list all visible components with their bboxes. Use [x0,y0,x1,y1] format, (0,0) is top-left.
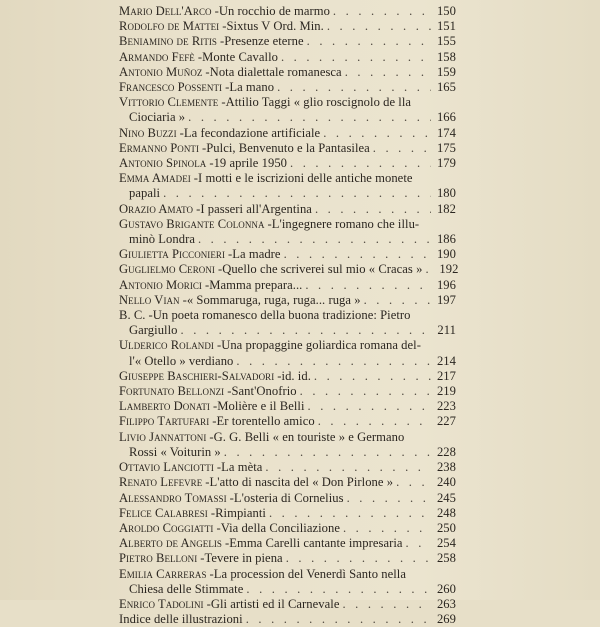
entry-title: Molière e il Belli [217,399,305,414]
toc-entry-line [119,278,456,293]
entry-author: Lamberto Donati [119,399,210,414]
dot-leader [323,126,431,141]
entry-title: L'ingegnere romano che illu- [271,216,420,231]
entry-author: Rodolfo de Mattei [119,19,220,34]
entry-author: Giuseppe Baschieri-Salvadori [119,368,275,383]
entry-author: Mario Dell'Arco [119,4,212,18]
toc-entry [119,50,456,65]
entry-author: Armando Fefè [119,49,195,64]
dot-leader [305,278,431,293]
author-separator: - [225,80,230,95]
author-separator: - [216,338,222,353]
toc-entry [119,141,456,156]
dot-leader [307,34,431,49]
toc-entry-continuation [119,582,456,597]
toc-entry-line [119,399,456,414]
toc-entry [119,475,456,490]
entry-page-number: 192 [439,262,459,277]
toc-entry [119,126,456,141]
author-separator: - [216,460,222,475]
entry-author: Pietro Belloni [119,551,198,566]
toc-entry-line [119,19,456,34]
author-separator: - [277,368,282,383]
entry-author: Giulietta Picconieri [119,247,226,262]
entry-title: I motti e le iscrizioni delle antiche monete [198,171,413,186]
entry-title: Rimpianti [215,505,266,520]
entry-title: La mano [229,80,275,95]
author-separator: - [267,216,272,231]
author-separator: - [197,49,203,64]
author-separator: - [212,399,218,414]
toc-entry [119,384,456,399]
toc-entry [119,491,456,506]
table-of-contents [119,4,459,627]
toc-entry [119,4,456,19]
entry-author: Vittorio Clemente [119,95,219,110]
entry-page-number: 260 [436,581,456,596]
entry-page-number: 223 [436,399,456,414]
entry-page-number: 179 [436,156,456,171]
entry-title: Quello che scriverei sul mio « Cracas » [222,262,423,277]
toc-entry-line [119,95,456,110]
dot-leader [269,506,431,521]
toc-entry [119,293,456,308]
author-separator: - [222,19,227,34]
dot-leader [364,293,431,308]
toc-entry-line [119,65,456,80]
entry-page-number: 155 [436,34,456,49]
toc-entry [119,217,456,247]
author-separator: - [205,475,210,490]
entry-author: Nello Vian [119,292,180,307]
entry-author: Emilia Carreras [119,566,207,581]
dot-leader [314,369,431,384]
dot-leader [198,232,431,247]
dot-leader [327,19,431,34]
entry-page-number: 217 [436,368,456,383]
toc-entry [119,521,456,536]
author-separator: - [182,292,187,307]
entry-page-number: 240 [436,475,456,490]
author-separator: - [196,201,201,216]
toc-entry [119,156,456,171]
entry-author: Aroldo Coggiatti [119,520,214,535]
toc-entry [119,460,456,475]
toc-entry [119,308,456,338]
toc-entry [119,34,456,49]
toc-entry [119,80,456,95]
entry-title: « Sommaruga, ruga, ruga... ruga » [186,292,361,307]
entry-page-number: 248 [436,505,456,520]
toc-entry-line [119,156,456,171]
entry-author: Nino Buzzi [119,125,177,140]
entry-title: Gargiullo [129,323,178,338]
entry-author: Ermanno Ponti [119,140,199,155]
author-separator: - [200,551,205,566]
entry-title: minò Londra [129,232,195,247]
entry-page-number: 245 [436,490,456,505]
toc-entry [119,202,456,217]
entry-author: Beniamino de Ritis [119,34,217,49]
toc-entry-line [119,384,456,399]
entry-title: Un rocchio de marmo [218,4,330,18]
dot-leader [315,202,431,217]
entry-author: Antonio Morici [119,277,202,292]
toc-entry-line [119,247,456,262]
toc-entry [119,95,456,125]
dot-leader [265,460,431,475]
entry-page-number: 250 [436,520,456,535]
toc-entry-line [119,475,456,490]
entry-title: Mamma prepara... [209,277,303,292]
entry-author: Filippo Tartufari [119,414,210,429]
entry-author: Ottavio Lanciotti [119,460,214,475]
entry-title: Er torentello amico [216,414,315,429]
dot-leader [396,475,431,490]
toc-entry-continuation [119,232,456,247]
entry-title: L'atto di nascita del « Don Pirlone » [209,475,394,490]
dot-leader [224,445,431,460]
entry-title: La procession del Venerdì Santo nella [213,566,406,581]
author-separator: - [217,262,223,277]
toc-entry-line [119,217,456,232]
toc-entry-line [119,50,456,65]
author-separator: - [209,429,214,444]
entry-page-number: 228 [436,444,456,459]
entry-page-number: 165 [436,80,456,95]
entry-title: Via della Conciliazione [220,520,340,535]
dot-leader [406,536,431,551]
entry-author: Livio Jannattoni [119,429,207,444]
entry-title: id. id. [281,368,311,383]
entry-title: Indice delle illustrazioni [119,612,243,627]
entry-page-number: 214 [436,353,456,368]
author-separator: - [209,156,214,171]
toc-entry-line [119,34,456,49]
entry-page-number: 197 [436,292,456,307]
entry-title: Attilio Taggi « glio roscignolo de lla [225,95,412,110]
toc-entry [119,612,456,627]
dot-leader [343,521,431,536]
author-separator: - [148,308,153,323]
entry-title: Una propaggine goliardica romana del- [221,338,421,353]
toc-entry [119,567,456,597]
entry-title: l'« Otello » verdiano [129,353,234,368]
toc-entry [119,278,456,293]
author-separator: - [221,95,226,110]
dot-leader [277,80,431,95]
entry-page-number: 182 [436,201,456,216]
entry-title: Ciociaria » [129,110,186,125]
entry-title: Pulci, Benvenuto e la Pantasilea [206,140,370,155]
dot-leader [286,551,431,566]
entry-author: Ulderico Rolandi [119,338,214,353]
toc-entry-continuation [119,354,456,369]
entry-page-number: 254 [436,536,456,551]
toc-entry-line [119,293,456,308]
dot-leader [345,65,431,80]
dot-leader [236,354,431,369]
toc-entry [119,65,456,80]
entry-page-number: 158 [436,49,456,64]
entry-author: Emma Amadei [119,171,191,186]
entry-page-number: 175 [436,140,456,155]
entry-title: G. G. Belli « en touriste » e Germano [213,429,405,444]
toc-entry [119,551,456,566]
toc-entry [119,414,456,429]
toc-entry-line [119,80,456,95]
author-separator: - [202,140,207,155]
dot-leader [300,384,431,399]
entry-page-number: 196 [436,277,456,292]
toc-entry-line [119,4,456,19]
dot-leader [290,156,431,171]
toc-entry [119,171,456,201]
entry-author: Orazio Amato [119,201,194,216]
toc-entry-line [119,308,456,323]
entry-title: Sant'Onofrio [231,384,297,399]
toc-entry-line [119,567,456,582]
entry-title: 19 aprile 1950 [213,156,288,171]
toc-entry-line [119,506,456,521]
author-separator: - [204,277,210,292]
entry-title: Presenze eterne [224,34,304,49]
author-separator: - [229,490,234,505]
dot-leader [318,414,431,429]
author-separator: - [206,596,211,611]
toc-entry [119,597,456,612]
toc-entry [119,369,456,384]
toc-entry-line [119,202,456,217]
author-separator: - [205,64,210,79]
toc-entry-continuation [119,445,456,460]
entry-author: Gustavo Brigante Colonna [119,216,265,231]
dot-leader [246,582,431,597]
entry-title: Sixtus V Ord. Min. [226,19,324,34]
dot-leader [284,247,431,262]
author-separator: - [179,125,184,140]
toc-entry-line [119,521,456,536]
toc-entry-line [119,262,459,277]
entry-author: Fortunato Bellonzi [119,384,225,399]
dot-leader [347,491,431,506]
toc-entry-continuation [119,323,456,338]
entry-page-number: 166 [436,110,456,125]
dot-leader [181,323,432,338]
toc-entry-continuation [119,110,456,125]
toc-entry [119,430,456,460]
author-separator: - [224,536,230,551]
dot-leader [373,141,431,156]
entry-author: Enrico Tadolini [119,596,204,611]
entry-title: Monte Cavallo [202,49,278,64]
entry-title: Emma Carelli cantante impresaria [229,536,403,551]
entry-page-number: 269 [436,612,456,627]
entry-author: Alberto de Angelis [119,536,222,551]
entry-author: B. C. [119,308,146,323]
toc-entry-line [119,491,456,506]
entry-page-number: 151 [436,19,456,34]
toc-entry-line [119,141,456,156]
author-separator: - [212,414,217,429]
toc-entry-continuation [119,186,456,201]
toc-entry-line [119,597,456,612]
toc-entry [119,262,459,277]
toc-entry-line [119,536,456,551]
entry-page-number: 150 [436,4,456,18]
entry-title: Gli artisti ed il Carnevale [210,596,340,611]
dot-leader [342,597,431,612]
entry-title: Un poeta romanesco della buona tradizione: Pietro [152,308,411,323]
dot-leader [188,110,431,125]
author-separator: - [228,247,233,262]
entry-title: I passeri all'Argentina [200,201,312,216]
entry-title: Tevere in piena [204,551,283,566]
entry-author: Antonio Muñoz [119,64,203,79]
dot-leader [246,612,431,627]
entry-author: Antonio Spinola [119,156,207,171]
entry-author: Renato Lefevre [119,475,203,490]
entry-title: papali [129,186,161,201]
dot-leader [281,50,431,65]
toc-entry [119,338,456,368]
toc-entry-line [119,414,456,429]
entry-title: L'osteria di Cornelius [233,490,344,505]
entry-author: Alessandro Tomassi [119,490,227,505]
entry-author: Francesco Possenti [119,80,223,95]
entry-page-number: 186 [436,232,456,247]
entry-title: La madre [232,247,281,262]
toc-entry-line [119,369,456,384]
entry-title: Rossi « Voiturin » [129,444,221,459]
toc-entry-line [119,460,456,475]
toc-entry [119,536,456,551]
author-separator: - [210,505,216,520]
entry-author: Felice Calabresi [119,505,208,520]
toc-entry [119,506,456,521]
entry-title: La mèta [221,460,263,475]
entry-page-number: 190 [436,247,456,262]
toc-entry [119,399,456,414]
author-separator: - [227,384,232,399]
entry-page-number: 263 [436,596,456,611]
toc-entry-line [119,126,456,141]
entry-title: Nota dialettale romanesca [209,64,342,79]
entry-title: La fecondazione artificiale [183,125,321,140]
author-separator: - [193,171,199,186]
entry-page-number: 227 [436,414,456,429]
toc-entry [119,19,456,34]
dot-leader [163,186,431,201]
entry-title: Chiesa delle Stimmate [129,581,244,596]
entry-page-number: 159 [436,64,456,79]
toc-entry-line [119,551,456,566]
toc-entry-line [119,171,456,186]
entry-page-number: 174 [436,125,456,140]
entry-page-number: 258 [436,551,456,566]
dot-leader [333,4,431,19]
toc-entry-line [119,338,456,353]
toc-entry-line [119,430,456,445]
entry-page-number: 219 [436,384,456,399]
entry-author: Guglielmo Ceroni [119,262,215,277]
dot-leader [425,262,433,277]
entry-page-number: 238 [436,460,456,475]
toc-entry [119,247,456,262]
dot-leader [308,399,431,414]
author-separator: - [216,520,221,535]
author-separator: - [219,34,225,49]
author-separator: - [209,566,214,581]
author-separator: - [214,4,219,18]
entry-page-number: 211 [437,323,456,338]
toc-entry-line [119,612,456,627]
entry-page-number: 180 [436,186,456,201]
